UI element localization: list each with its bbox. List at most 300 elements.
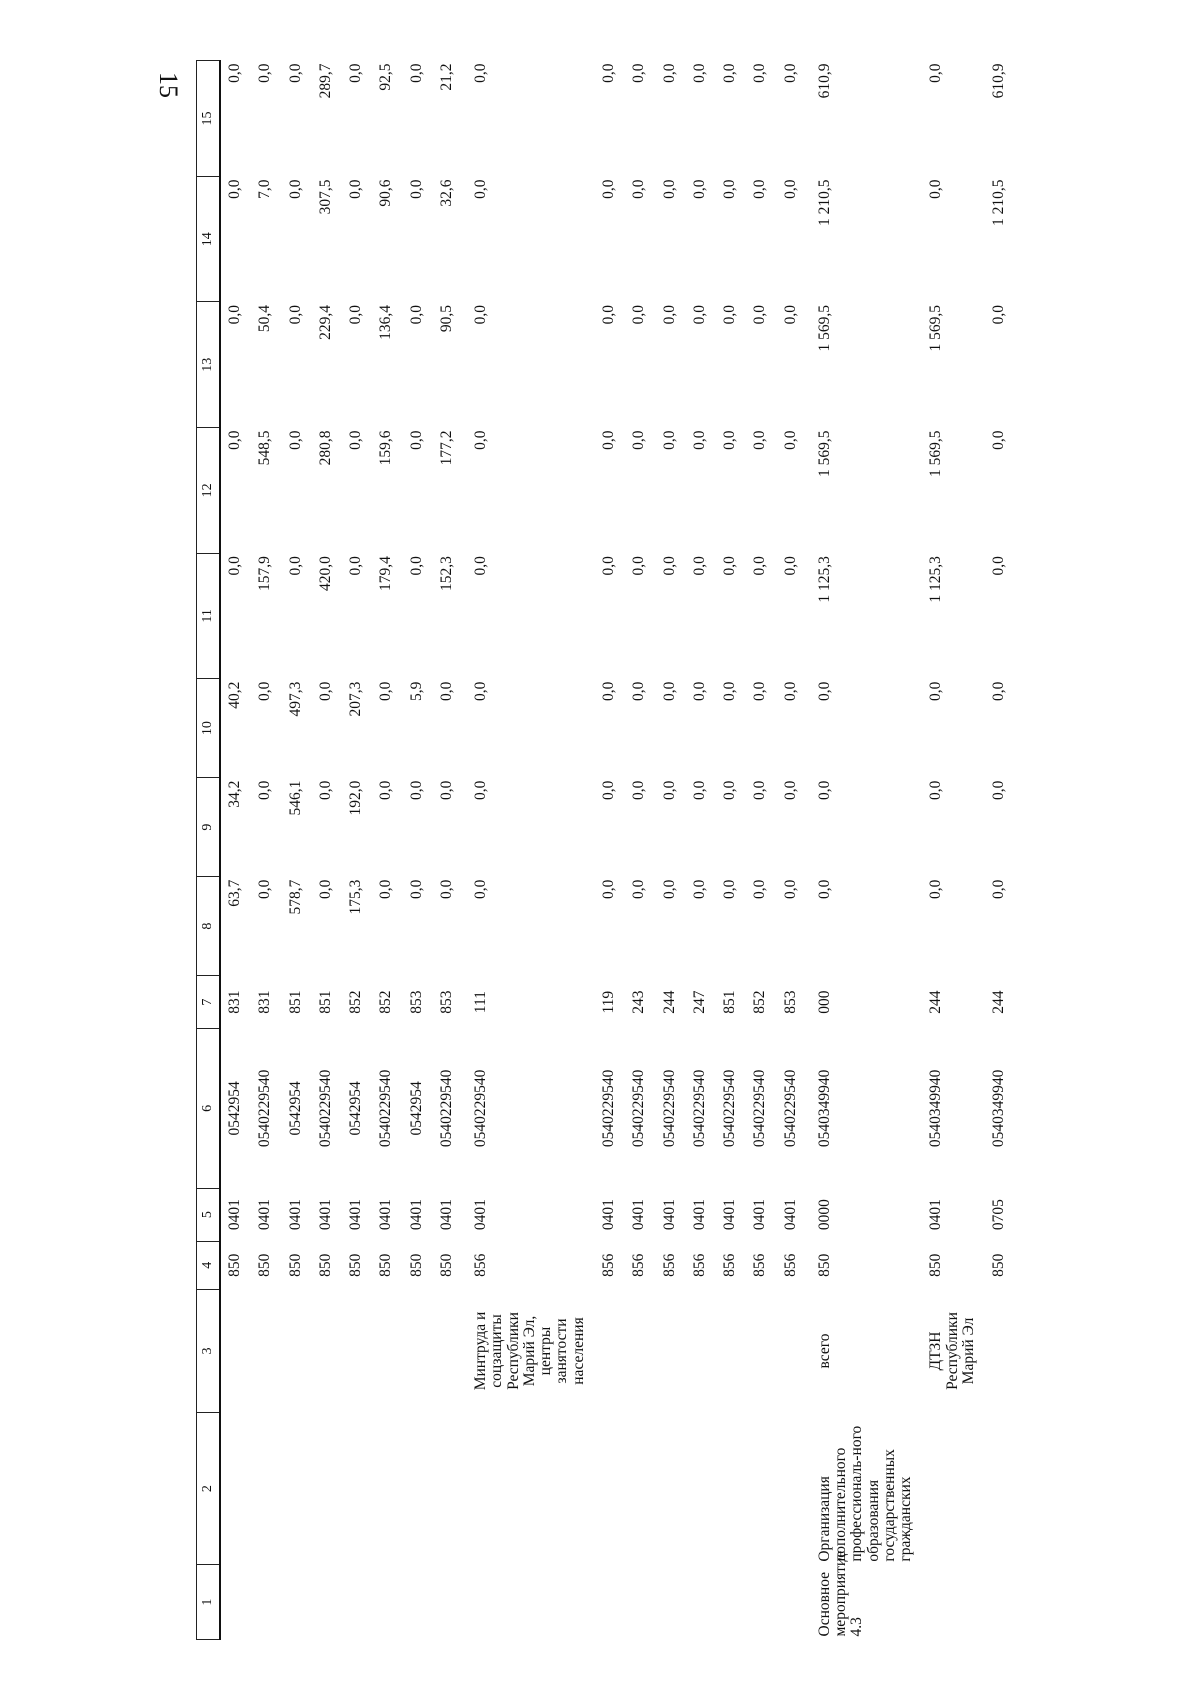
value-cell-14: 0,0 bbox=[721, 179, 739, 199]
value-cell-14: 0,0 bbox=[690, 179, 708, 199]
executor-cell bbox=[220, 1289, 251, 1412]
value-cell-9: 0,0 bbox=[630, 780, 648, 800]
table-row bbox=[463, 61, 595, 1640]
measure-cell bbox=[251, 1565, 281, 1640]
budget-table bbox=[196, 60, 1016, 1640]
value-cell-8: 0,0 bbox=[377, 879, 395, 899]
column-header-11: 11 bbox=[197, 553, 221, 679]
value-cell-13: 0,0 bbox=[472, 305, 490, 325]
value-cell-8: 0,0 bbox=[751, 879, 769, 899]
executor-cell bbox=[282, 1289, 312, 1412]
table-row bbox=[433, 61, 463, 1640]
value-cell-11: 0,0 bbox=[407, 556, 425, 576]
value-cell-15: 289,7 bbox=[316, 63, 334, 99]
csr-cell: 0540229540 bbox=[316, 1069, 334, 1148]
value-cell-14: 0,0 bbox=[472, 179, 490, 199]
value-cell-11: 420,0 bbox=[316, 556, 334, 591]
value-cell-11: 152,3 bbox=[437, 556, 455, 591]
value-cell-15: 0,0 bbox=[472, 63, 490, 83]
measure-cell bbox=[403, 1565, 433, 1640]
table-row bbox=[220, 61, 251, 1640]
vr-cell: 851 bbox=[316, 990, 334, 1014]
value-cell-9: 192,0 bbox=[347, 780, 365, 816]
value-cell-14: 0,0 bbox=[660, 179, 678, 199]
measure-name-cell bbox=[922, 1413, 985, 1565]
grbs-cell: 850 bbox=[286, 1253, 304, 1277]
value-cell-11: 157,9 bbox=[256, 556, 274, 591]
measure-name-cell bbox=[985, 1413, 1015, 1565]
value-cell-11: 0,0 bbox=[630, 556, 648, 576]
measure-cell bbox=[342, 1565, 372, 1640]
table-row bbox=[372, 61, 402, 1640]
value-cell-13: 0,0 bbox=[630, 305, 648, 325]
measure-cell bbox=[463, 1565, 595, 1640]
executor-cell bbox=[985, 1289, 1015, 1412]
value-cell-13: 0,0 bbox=[751, 305, 769, 325]
csr-cell: 0540229540 bbox=[377, 1069, 395, 1148]
value-cell-13: 136,4 bbox=[377, 305, 395, 340]
value-cell-11: 0,0 bbox=[660, 556, 678, 576]
value-cell-12: 0,0 bbox=[751, 430, 769, 450]
value-cell-11: 0,0 bbox=[721, 556, 739, 576]
value-cell-12: 1 569,5 bbox=[815, 430, 833, 478]
value-cell-10: 0,0 bbox=[751, 681, 769, 702]
value-cell-13: 0,0 bbox=[407, 305, 425, 325]
measure-name-cell bbox=[463, 1413, 595, 1565]
value-cell-10: 0,0 bbox=[690, 681, 708, 702]
table-row bbox=[922, 61, 985, 1640]
value-cell-14: 0,0 bbox=[347, 179, 365, 199]
value-cell-15: 0,0 bbox=[630, 63, 648, 83]
value-cell-9: 0,0 bbox=[599, 780, 617, 800]
value-cell-13: 0,0 bbox=[721, 305, 739, 325]
column-header-8: 8 bbox=[197, 877, 221, 976]
value-cell-11: 0,0 bbox=[990, 556, 1008, 576]
table-row bbox=[807, 61, 923, 1640]
value-cell-12: 1 569,5 bbox=[927, 430, 945, 478]
table-row bbox=[686, 61, 716, 1640]
table-row bbox=[746, 61, 776, 1640]
rzpr-cell: 0401 bbox=[599, 1199, 617, 1231]
measure-name-cell bbox=[656, 1413, 686, 1565]
measure-name-cell bbox=[777, 1413, 807, 1565]
table-row bbox=[251, 61, 281, 1640]
value-cell-8: 0,0 bbox=[256, 879, 274, 899]
grbs-cell: 850 bbox=[990, 1253, 1008, 1277]
grbs-cell: 850 bbox=[437, 1253, 455, 1277]
value-cell-15: 0,0 bbox=[751, 63, 769, 83]
value-cell-11: 0,0 bbox=[751, 556, 769, 576]
value-cell-15: 0,0 bbox=[226, 63, 243, 83]
value-cell-11: 0,0 bbox=[286, 556, 304, 576]
value-cell-15: 0,0 bbox=[286, 63, 304, 83]
value-cell-11: 0,0 bbox=[690, 556, 708, 576]
measure-name-cell bbox=[312, 1413, 342, 1565]
rzpr-cell: 0401 bbox=[347, 1199, 365, 1231]
grbs-cell: 850 bbox=[407, 1253, 425, 1277]
vr-cell: 851 bbox=[721, 990, 739, 1014]
vr-cell: 000 bbox=[815, 990, 833, 1014]
vr-cell: 244 bbox=[660, 990, 678, 1014]
value-cell-12: 280,8 bbox=[316, 430, 334, 466]
value-cell-13: 0,0 bbox=[347, 305, 365, 325]
value-cell-14: 0,0 bbox=[927, 179, 945, 199]
grbs-cell: 850 bbox=[256, 1253, 274, 1277]
executor-cell bbox=[686, 1289, 716, 1412]
value-cell-8: 0,0 bbox=[316, 879, 334, 899]
grbs-cell: 856 bbox=[630, 1253, 648, 1277]
executor-cell: ДТЗН Республики Марий Эл bbox=[927, 1312, 977, 1390]
value-cell-13: 0,0 bbox=[660, 305, 678, 325]
executor-cell bbox=[372, 1289, 402, 1412]
measure-cell bbox=[922, 1565, 985, 1640]
grbs-cell: 856 bbox=[660, 1253, 678, 1277]
value-cell-8: 0,0 bbox=[407, 879, 425, 899]
vr-cell: 852 bbox=[347, 990, 365, 1014]
executor-cell bbox=[777, 1289, 807, 1412]
value-cell-12: 0,0 bbox=[781, 430, 799, 450]
rzpr-cell: 0401 bbox=[721, 1199, 739, 1231]
value-cell-12: 0,0 bbox=[660, 430, 678, 450]
table-row bbox=[403, 61, 433, 1640]
value-cell-10: 207,3 bbox=[347, 681, 365, 717]
value-cell-10: 0,0 bbox=[472, 681, 490, 702]
rzpr-cell: 0401 bbox=[437, 1199, 455, 1231]
rzpr-cell: 0401 bbox=[630, 1199, 648, 1231]
value-cell-8: 0,0 bbox=[437, 879, 455, 899]
value-cell-10: 0,0 bbox=[256, 681, 274, 702]
csr-cell: 0540229540 bbox=[599, 1069, 617, 1148]
value-cell-15: 0,0 bbox=[690, 63, 708, 83]
column-header-6: 6 bbox=[197, 1029, 221, 1188]
value-cell-14: 32,6 bbox=[437, 179, 455, 207]
value-cell-8: 175,3 bbox=[347, 879, 365, 915]
measure-name-cell bbox=[342, 1413, 372, 1565]
value-cell-13: 0,0 bbox=[286, 305, 304, 325]
measure-name-cell: Организация дополнительного профессиональ-ного образования государственных гражданских bbox=[815, 1425, 915, 1562]
csr-cell: 0540349940 bbox=[815, 1069, 833, 1148]
value-cell-13: 1 569,5 bbox=[815, 305, 833, 352]
value-cell-8: 0,0 bbox=[721, 879, 739, 899]
value-cell-14: 0,0 bbox=[630, 179, 648, 199]
value-cell-14: 0,0 bbox=[781, 179, 799, 199]
vr-cell: 853 bbox=[437, 990, 455, 1014]
value-cell-11: 0,0 bbox=[781, 556, 799, 576]
measure-name-cell bbox=[686, 1413, 716, 1565]
table-row bbox=[625, 61, 655, 1640]
measure-cell bbox=[372, 1565, 402, 1640]
rzpr-cell: 0401 bbox=[377, 1199, 395, 1231]
value-cell-13: 0,0 bbox=[781, 305, 799, 325]
vr-cell: 244 bbox=[990, 990, 1008, 1014]
value-cell-9: 0,0 bbox=[407, 780, 425, 800]
grbs-cell: 850 bbox=[316, 1253, 334, 1277]
value-cell-12: 0,0 bbox=[599, 430, 617, 450]
measure-name-cell bbox=[625, 1413, 655, 1565]
value-cell-15: 0,0 bbox=[599, 63, 617, 83]
value-cell-14: 0,0 bbox=[407, 179, 425, 199]
measure-cell bbox=[595, 1565, 625, 1640]
rzpr-cell: 0401 bbox=[407, 1199, 425, 1231]
csr-cell: 0542954 bbox=[226, 1081, 243, 1136]
value-cell-9: 0,0 bbox=[815, 780, 833, 800]
value-cell-15: 0,0 bbox=[347, 63, 365, 83]
executor-cell bbox=[403, 1289, 433, 1412]
grbs-cell: 850 bbox=[347, 1253, 365, 1277]
value-cell-8: 0,0 bbox=[472, 879, 490, 899]
csr-cell: 0540229540 bbox=[690, 1069, 708, 1148]
value-cell-14: 1 210,5 bbox=[815, 179, 833, 226]
value-cell-13: 229,4 bbox=[316, 305, 334, 340]
value-cell-11: 1 125,3 bbox=[815, 556, 833, 603]
value-cell-9: 0,0 bbox=[781, 780, 799, 800]
value-cell-9: 0,0 bbox=[437, 780, 455, 800]
value-cell-10: 497,3 bbox=[286, 681, 304, 717]
value-cell-15: 0,0 bbox=[660, 63, 678, 83]
grbs-cell: 856 bbox=[721, 1253, 739, 1277]
table-row bbox=[777, 61, 807, 1640]
measure-name-cell bbox=[251, 1413, 281, 1565]
csr-cell: 0542954 bbox=[347, 1081, 365, 1136]
measure-cell bbox=[312, 1565, 342, 1640]
csr-cell: 0540229540 bbox=[721, 1069, 739, 1148]
measure-cell bbox=[985, 1565, 1015, 1640]
column-header-3: 3 bbox=[197, 1289, 221, 1412]
measure-name-cell bbox=[595, 1413, 625, 1565]
value-cell-12: 159,6 bbox=[377, 430, 395, 466]
value-cell-12: 0,0 bbox=[690, 430, 708, 450]
value-cell-15: 92,5 bbox=[377, 63, 395, 91]
value-cell-11: 1 125,3 bbox=[927, 556, 945, 603]
csr-cell: 0542954 bbox=[407, 1081, 425, 1136]
table-row bbox=[595, 61, 625, 1640]
rzpr-cell: 0705 bbox=[990, 1199, 1008, 1231]
csr-cell: 0540229540 bbox=[630, 1069, 648, 1148]
value-cell-14: 0,0 bbox=[599, 179, 617, 199]
value-cell-10: 0,0 bbox=[990, 681, 1008, 702]
value-cell-10: 0,0 bbox=[316, 681, 334, 702]
vr-cell: 851 bbox=[286, 990, 304, 1014]
value-cell-13: 0,0 bbox=[690, 305, 708, 325]
value-cell-11: 0,0 bbox=[599, 556, 617, 576]
value-cell-14: 0,0 bbox=[751, 179, 769, 199]
measure-cell bbox=[433, 1565, 463, 1640]
value-cell-9: 0,0 bbox=[256, 780, 274, 800]
value-cell-13: 0,0 bbox=[990, 305, 1008, 325]
measure-cell bbox=[686, 1565, 716, 1640]
value-cell-10: 0,0 bbox=[721, 681, 739, 702]
column-header-7: 7 bbox=[197, 976, 221, 1029]
column-header-2: 2 bbox=[197, 1413, 221, 1565]
csr-cell: 0540349940 bbox=[927, 1069, 945, 1148]
value-cell-12: 177,2 bbox=[437, 430, 455, 466]
column-number-header bbox=[197, 61, 221, 1640]
rzpr-cell: 0401 bbox=[316, 1199, 334, 1231]
vr-cell: 831 bbox=[256, 990, 274, 1014]
measure-cell: Основное мероприятие 4.3 bbox=[815, 1550, 866, 1637]
value-cell-9: 0,0 bbox=[751, 780, 769, 800]
rzpr-cell: 0401 bbox=[286, 1199, 304, 1231]
page-number: 15 bbox=[154, 72, 183, 98]
csr-cell: 0540349940 bbox=[990, 1069, 1008, 1148]
value-cell-11: 179,4 bbox=[377, 556, 395, 591]
rzpr-cell: 0401 bbox=[660, 1199, 678, 1231]
value-cell-14: 1 210,5 bbox=[990, 179, 1008, 226]
table-row bbox=[716, 61, 746, 1640]
column-header-1: 1 bbox=[197, 1565, 221, 1640]
vr-cell: 852 bbox=[377, 990, 395, 1014]
value-cell-9: 0,0 bbox=[721, 780, 739, 800]
value-cell-11: 0,0 bbox=[472, 556, 490, 576]
grbs-cell: 850 bbox=[815, 1253, 833, 1277]
grbs-cell: 856 bbox=[781, 1253, 799, 1277]
rzpr-cell: 0401 bbox=[226, 1199, 243, 1231]
value-cell-9: 546,1 bbox=[286, 780, 304, 816]
value-cell-11: 0,0 bbox=[347, 556, 365, 576]
value-cell-15: 610,9 bbox=[990, 63, 1008, 99]
executor-cell bbox=[716, 1289, 746, 1412]
grbs-cell: 850 bbox=[377, 1253, 395, 1277]
column-header-14: 14 bbox=[197, 176, 221, 302]
value-cell-14: 7,0 bbox=[256, 179, 274, 199]
value-cell-8: 0,0 bbox=[599, 879, 617, 899]
rotated-table-container bbox=[196, 60, 1056, 1640]
value-cell-13: 1 569,5 bbox=[927, 305, 945, 352]
measure-name-cell bbox=[746, 1413, 776, 1565]
value-cell-10: 0,0 bbox=[599, 681, 617, 702]
table-row bbox=[985, 61, 1015, 1640]
vr-cell: 244 bbox=[927, 990, 945, 1014]
value-cell-11: 0,0 bbox=[226, 556, 243, 576]
value-cell-9: 34,2 bbox=[226, 780, 243, 808]
column-header-4: 4 bbox=[197, 1241, 221, 1289]
value-cell-8: 0,0 bbox=[815, 879, 833, 899]
value-cell-14: 0,0 bbox=[226, 179, 243, 199]
measure-cell bbox=[716, 1565, 746, 1640]
grbs-cell: 856 bbox=[751, 1253, 769, 1277]
value-cell-15: 0,0 bbox=[781, 63, 799, 83]
value-cell-8: 0,0 bbox=[990, 879, 1008, 899]
value-cell-12: 0,0 bbox=[226, 430, 243, 450]
value-cell-8: 63,7 bbox=[226, 879, 243, 907]
rzpr-cell: 0000 bbox=[815, 1199, 833, 1231]
measure-cell bbox=[625, 1565, 655, 1640]
value-cell-10: 5,9 bbox=[407, 681, 425, 702]
executor-cell bbox=[656, 1289, 686, 1412]
vr-cell: 247 bbox=[690, 990, 708, 1014]
executor-cell bbox=[595, 1289, 625, 1412]
vr-cell: 853 bbox=[407, 990, 425, 1014]
measure-name-cell bbox=[220, 1413, 251, 1565]
value-cell-15: 21,2 bbox=[437, 63, 455, 91]
table-body bbox=[220, 61, 1016, 1640]
csr-cell: 0542954 bbox=[286, 1081, 304, 1136]
executor-cell: Минтруда и соцзащиты Республики Марий Эл, центры занятости населения bbox=[472, 1311, 587, 1391]
value-cell-13: 0,0 bbox=[226, 305, 243, 325]
value-cell-12: 0,0 bbox=[990, 430, 1008, 450]
value-cell-9: 0,0 bbox=[927, 780, 945, 800]
value-cell-10: 0,0 bbox=[437, 681, 455, 702]
value-cell-8: 0,0 bbox=[927, 879, 945, 899]
grbs-cell: 850 bbox=[226, 1253, 243, 1277]
value-cell-10: 0,0 bbox=[377, 681, 395, 702]
value-cell-9: 0,0 bbox=[472, 780, 490, 800]
table-row bbox=[282, 61, 312, 1640]
vr-cell: 852 bbox=[751, 990, 769, 1014]
measure-name-cell bbox=[282, 1413, 312, 1565]
table-row bbox=[312, 61, 342, 1640]
csr-cell: 0540229540 bbox=[781, 1069, 799, 1148]
csr-cell: 0540229540 bbox=[751, 1069, 769, 1148]
value-cell-15: 0,0 bbox=[927, 63, 945, 83]
value-cell-15: 610,9 bbox=[815, 63, 833, 99]
value-cell-12: 0,0 bbox=[721, 430, 739, 450]
value-cell-10: 0,0 bbox=[630, 681, 648, 702]
executor-cell bbox=[625, 1289, 655, 1412]
value-cell-14: 307,5 bbox=[316, 179, 334, 215]
executor-cell bbox=[342, 1289, 372, 1412]
value-cell-15: 0,0 bbox=[256, 63, 274, 83]
csr-cell: 0540229540 bbox=[660, 1069, 678, 1148]
value-cell-12: 0,0 bbox=[630, 430, 648, 450]
column-header-10: 10 bbox=[197, 679, 221, 778]
vr-cell: 243 bbox=[630, 990, 648, 1014]
executor-cell bbox=[746, 1289, 776, 1412]
rzpr-cell: 0401 bbox=[781, 1199, 799, 1231]
measure-cell bbox=[282, 1565, 312, 1640]
column-header-13: 13 bbox=[197, 302, 221, 428]
vr-cell: 111 bbox=[472, 991, 490, 1014]
rzpr-cell: 0401 bbox=[256, 1199, 274, 1231]
value-cell-12: 548,5 bbox=[256, 430, 274, 466]
value-cell-9: 0,0 bbox=[316, 780, 334, 800]
vr-cell: 119 bbox=[599, 990, 617, 1014]
vr-cell: 831 bbox=[226, 990, 243, 1014]
value-cell-13: 50,4 bbox=[256, 305, 274, 333]
table-row bbox=[656, 61, 686, 1640]
rzpr-cell: 0401 bbox=[927, 1199, 945, 1231]
grbs-cell: 856 bbox=[599, 1253, 617, 1277]
grbs-cell: 856 bbox=[472, 1253, 490, 1277]
column-header-9: 9 bbox=[197, 778, 221, 877]
table-row bbox=[342, 61, 372, 1640]
column-header-5: 5 bbox=[197, 1188, 221, 1241]
value-cell-9: 0,0 bbox=[377, 780, 395, 800]
value-cell-10: 0,0 bbox=[927, 681, 945, 702]
value-cell-10: 40,2 bbox=[226, 681, 243, 709]
value-cell-12: 0,0 bbox=[347, 430, 365, 450]
rzpr-cell: 0401 bbox=[472, 1199, 490, 1231]
value-cell-8: 578,7 bbox=[286, 879, 304, 915]
value-cell-12: 0,0 bbox=[286, 430, 304, 450]
value-cell-9: 0,0 bbox=[690, 780, 708, 800]
rzpr-cell: 0401 bbox=[751, 1199, 769, 1231]
executor-cell: всего bbox=[815, 1333, 833, 1369]
executor-cell bbox=[251, 1289, 281, 1412]
executor-cell bbox=[312, 1289, 342, 1412]
value-cell-12: 0,0 bbox=[472, 430, 490, 450]
value-cell-14: 0,0 bbox=[286, 179, 304, 199]
grbs-cell: 850 bbox=[927, 1253, 945, 1277]
value-cell-8: 0,0 bbox=[781, 879, 799, 899]
value-cell-15: 0,0 bbox=[407, 63, 425, 83]
value-cell-10: 0,0 bbox=[781, 681, 799, 702]
measure-cell bbox=[746, 1565, 776, 1640]
column-header-15: 15 bbox=[197, 61, 221, 177]
measure-name-cell bbox=[403, 1413, 433, 1565]
csr-cell: 0540229540 bbox=[437, 1069, 455, 1148]
executor-cell bbox=[433, 1289, 463, 1412]
